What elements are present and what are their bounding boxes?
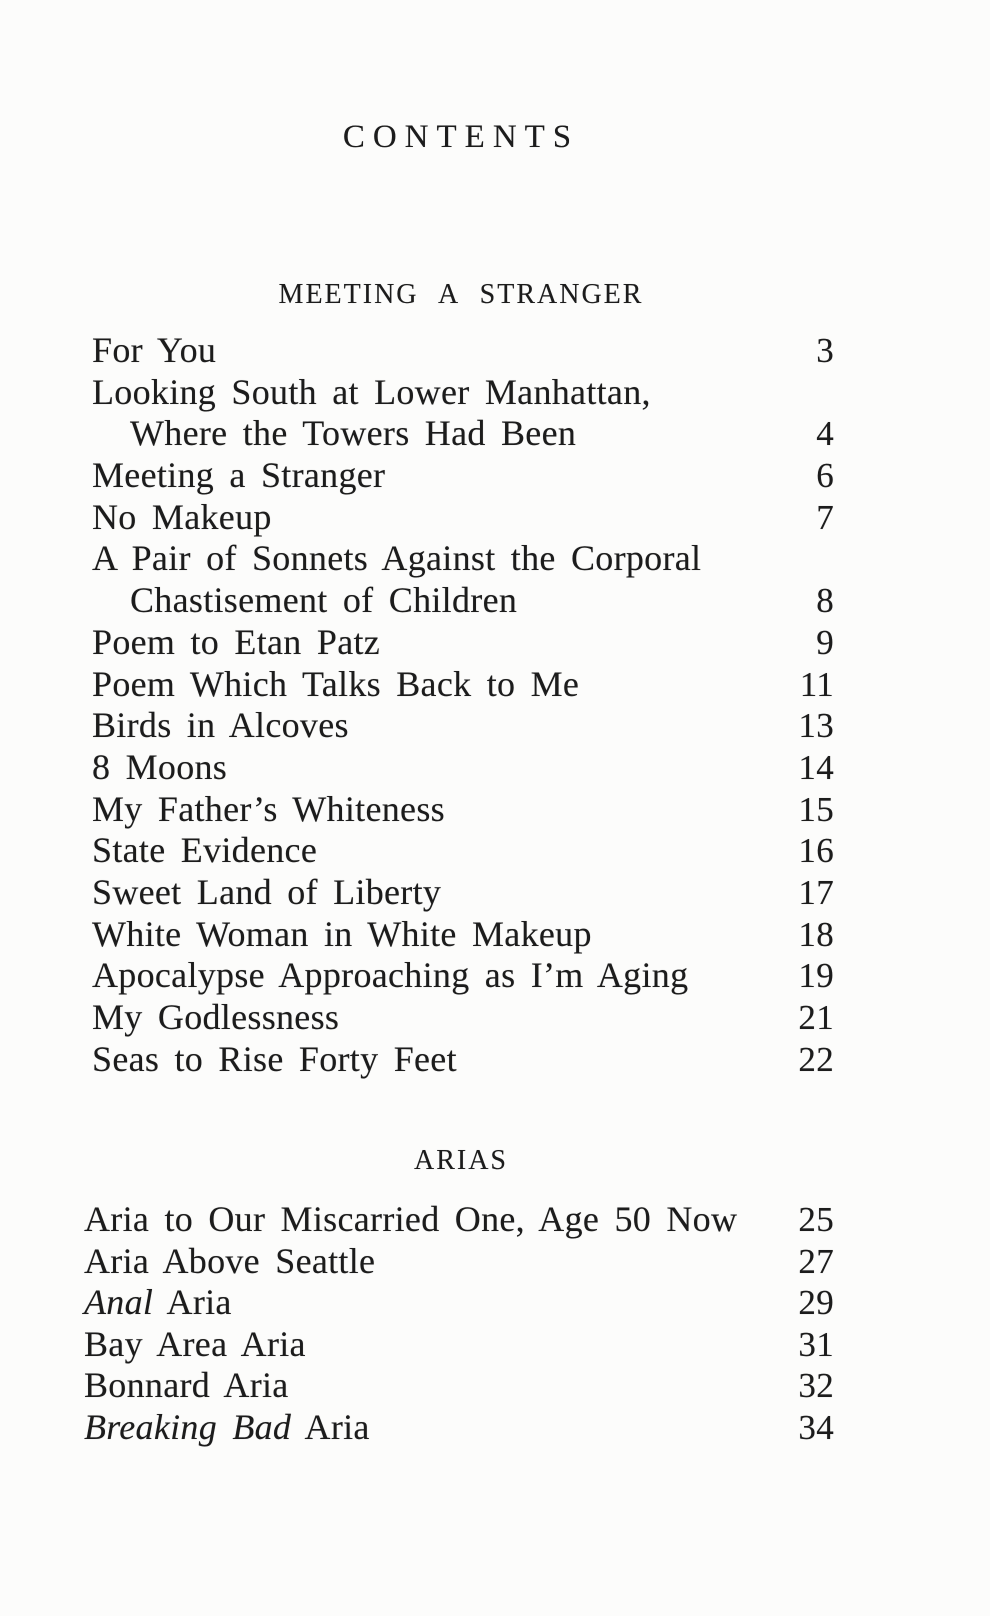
toc-row — [92, 914, 834, 956]
toc-entry-title: 8 Moons — [92, 746, 228, 787]
section-heading-arias: ARIAS — [413, 1145, 508, 1176]
toc-row — [92, 330, 834, 372]
toc-entry-page-number: 8 — [816, 581, 834, 621]
toc-entry-title: Anal Aria — [84, 1282, 232, 1322]
toc-list-meeting-a-stranger — [92, 330, 834, 1080]
toc-entry-title: No Makeup — [92, 496, 272, 537]
toc-entry-page-number: 9 — [816, 622, 834, 662]
toc-entry-title: My Godlessness — [92, 997, 340, 1037]
toc-entry-page-number: 3 — [816, 331, 834, 370]
toc-entry-title: Apocalypse Approaching as I’m Aging — [92, 955, 689, 996]
toc-row — [92, 1039, 834, 1081]
toc-entry-page-number: 32 — [798, 1366, 834, 1405]
toc-list-arias — [84, 1199, 834, 1448]
toc-entry-page-number: 16 — [798, 831, 834, 871]
toc-entry-page-number: 18 — [798, 914, 834, 954]
toc-row — [84, 1365, 834, 1407]
toc-row — [92, 789, 834, 831]
toc-entry-title: White Woman in White Makeup — [92, 913, 592, 954]
toc-row — [92, 538, 834, 580]
toc-row — [92, 413, 834, 455]
page-title: CONTENTS — [342, 119, 580, 155]
toc-entry-title: Bonnard Aria — [84, 1365, 289, 1405]
toc-entry-title: Bay Area Aria — [84, 1323, 306, 1364]
toc-entry-title: Poem Which Talks Back to Me — [92, 663, 580, 704]
toc-entry-title: Chastisement of Children — [130, 580, 518, 621]
toc-entry-title: Breaking Bad Aria — [84, 1406, 370, 1447]
toc-row — [92, 830, 834, 872]
toc-row — [92, 664, 834, 706]
toc-entry-title: My Father’s Whiteness — [92, 788, 445, 829]
toc-entry-page-number: 6 — [816, 456, 834, 496]
toc-entry-page-number: 7 — [816, 497, 834, 537]
toc-entry-page-number: 31 — [798, 1324, 834, 1364]
toc-entry-page-number: 34 — [798, 1407, 834, 1447]
toc-entry-title: Looking South at Lower Manhattan, — [92, 371, 651, 412]
toc-entry-page-number: 17 — [798, 872, 834, 912]
toc-entry-title: Aria Above Seattle — [84, 1240, 376, 1281]
toc-row — [92, 872, 834, 914]
toc-entry-page-number: 27 — [798, 1241, 834, 1281]
toc-row — [92, 497, 834, 539]
toc-entry-page-number: 19 — [798, 956, 834, 996]
toc-entry-page-number: 25 — [798, 1200, 834, 1239]
toc-entry-title: Seas to Rise Forty Feet — [92, 1038, 457, 1079]
toc-entry-page-number: 13 — [798, 706, 834, 746]
toc-row — [92, 580, 834, 622]
toc-entry-page-number: 4 — [816, 414, 834, 454]
toc-entry-page-number: 21 — [798, 998, 834, 1037]
toc-entry-title: A Pair of Sonnets Against the Corporal — [92, 538, 702, 579]
toc-entry-title: Sweet Land of Liberty — [92, 871, 442, 912]
toc-row — [84, 1324, 834, 1366]
toc-entry-title: For You — [92, 330, 217, 370]
toc-entry-page-number: 22 — [798, 1039, 834, 1079]
toc-entry-title: Where the Towers Had Been — [130, 413, 577, 454]
toc-row — [92, 372, 834, 414]
toc-row — [92, 705, 834, 747]
toc-entry-page-number: 14 — [798, 747, 834, 787]
toc-entry-page-number: 11 — [799, 664, 834, 704]
toc-row — [92, 997, 834, 1039]
toc-row — [84, 1282, 834, 1324]
toc-entry-title: Poem to Etan Patz — [92, 621, 381, 662]
toc-row — [84, 1407, 834, 1449]
toc-row — [84, 1199, 834, 1241]
toc-row — [84, 1241, 834, 1283]
toc-entry-title: State Evidence — [92, 830, 318, 871]
toc-entry-title: Aria to Our Miscarried One, Age 50 Now — [84, 1199, 738, 1239]
toc-entry-page-number: 15 — [798, 789, 834, 829]
section-heading-meeting-a-stranger: MEETING A STRANGER — [278, 279, 644, 310]
toc-entry-page-number: 29 — [798, 1283, 834, 1322]
toc-entry-title: Birds in Alcoves — [92, 705, 349, 746]
toc-entry-title: Meeting a Stranger — [92, 455, 386, 496]
toc-row — [92, 622, 834, 664]
toc-row — [92, 955, 834, 997]
toc-row — [92, 455, 834, 497]
toc-row — [92, 747, 834, 789]
